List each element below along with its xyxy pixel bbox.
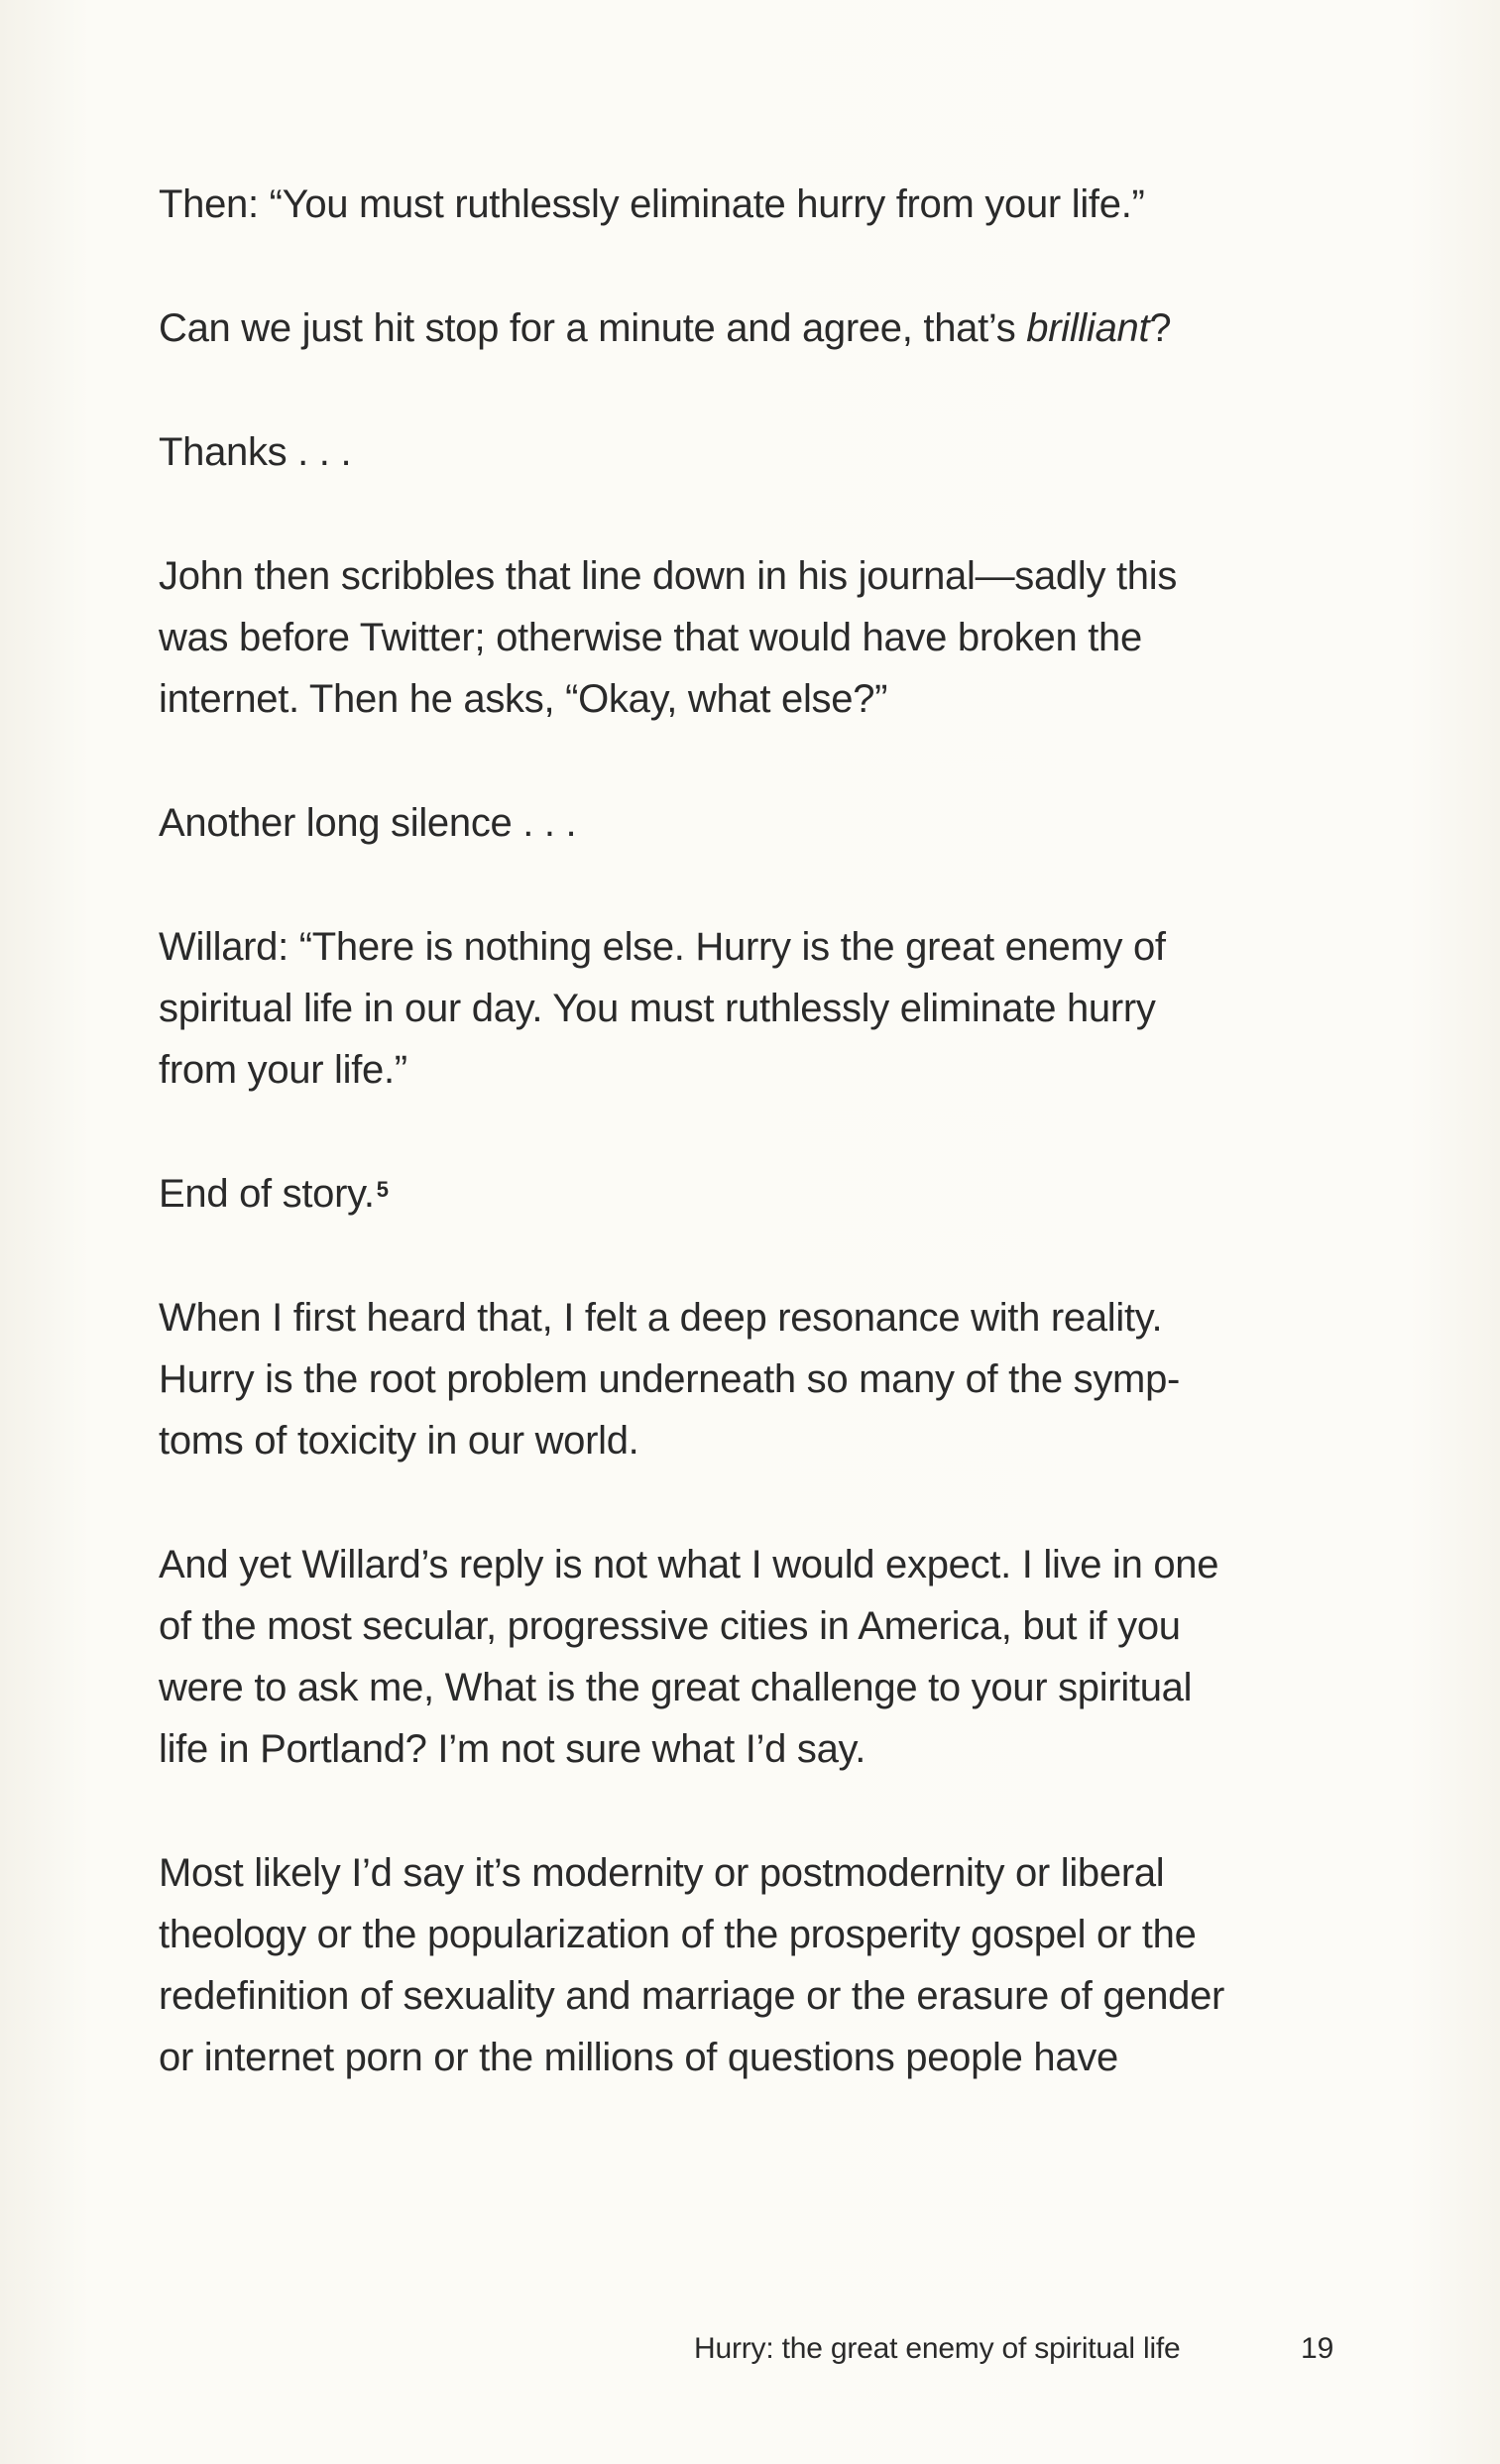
footnote-marker: 5 (376, 1177, 389, 1202)
paragraph-then-quote (159, 174, 1348, 235)
paragraph-thanks (159, 421, 1348, 483)
running-footer-title: Hurry: the great enemy of spiritual life (694, 2332, 1181, 2365)
text-line: from your life.” (159, 1048, 407, 1092)
text-line: Most likely I’d say it’s modernity or postmodernity or liberal (159, 1851, 1165, 1895)
text-line: Willard: “There is nothing else. Hurry is the great enemy of (159, 925, 1166, 969)
text-line: life in Portland? I’m not sure what I’d say. (159, 1727, 866, 1771)
text-line: toms of toxicity in our world. (159, 1419, 639, 1463)
text-line: Then: “You must ruthlessly eliminate hurry from your life.” (159, 182, 1145, 226)
page-number: 19 (1301, 2332, 1334, 2365)
paragraph-john-scribbles (159, 545, 1348, 730)
text-line: Another long silence . . . (159, 801, 577, 845)
text-line: theology or the popularization of the prosperity gospel or the (159, 1913, 1197, 1956)
text-line: John then scribbles that line down in his journal—sadly this (159, 554, 1178, 598)
text-run: End of story. (159, 1172, 375, 1216)
text-line: Thanks . . . (159, 430, 352, 474)
text-line (159, 297, 1348, 359)
text-line: internet. Then he asks, “Okay, what else?” (159, 677, 888, 721)
paragraph-end-of-story (159, 1163, 1348, 1225)
text-line: Hurry is the root problem underneath so many of the symp- (159, 1357, 1181, 1401)
text-line: of the most secular, progressive cities in America, but if you (159, 1604, 1181, 1648)
paragraph-hit-stop (159, 297, 1348, 359)
paragraph-first-heard (159, 1287, 1348, 1471)
paragraph-and-yet (159, 1534, 1348, 1780)
text-line: spiritual life in our day. You must ruthlessly eliminate hurry (159, 987, 1156, 1030)
text-line: When I first heard that, I felt a deep resonance with reality. (159, 1296, 1163, 1340)
text-run: Can we just hit stop for a minute and agree, that’s (159, 306, 1027, 350)
text-line: was before Twitter; otherwise that would have broken the (159, 616, 1142, 659)
emphasized-word: brilliant (1026, 306, 1150, 350)
text-line (159, 1163, 1348, 1225)
text-run: ? (1149, 306, 1172, 350)
text-line: or internet porn or the millions of questions people have (159, 2036, 1118, 2079)
text-line: were to ask me, What is the great challenge to your spiritual (159, 1666, 1193, 1709)
text-line: And yet Willard’s reply is not what I would expect. I live in one (159, 1543, 1219, 1586)
paragraph-most-likely (159, 1842, 1348, 2088)
paragraph-another-silence (159, 792, 1348, 854)
text-line: redefinition of sexuality and marriage or the erasure of gender (159, 1974, 1225, 2018)
paragraph-willard-reply (159, 916, 1348, 1101)
